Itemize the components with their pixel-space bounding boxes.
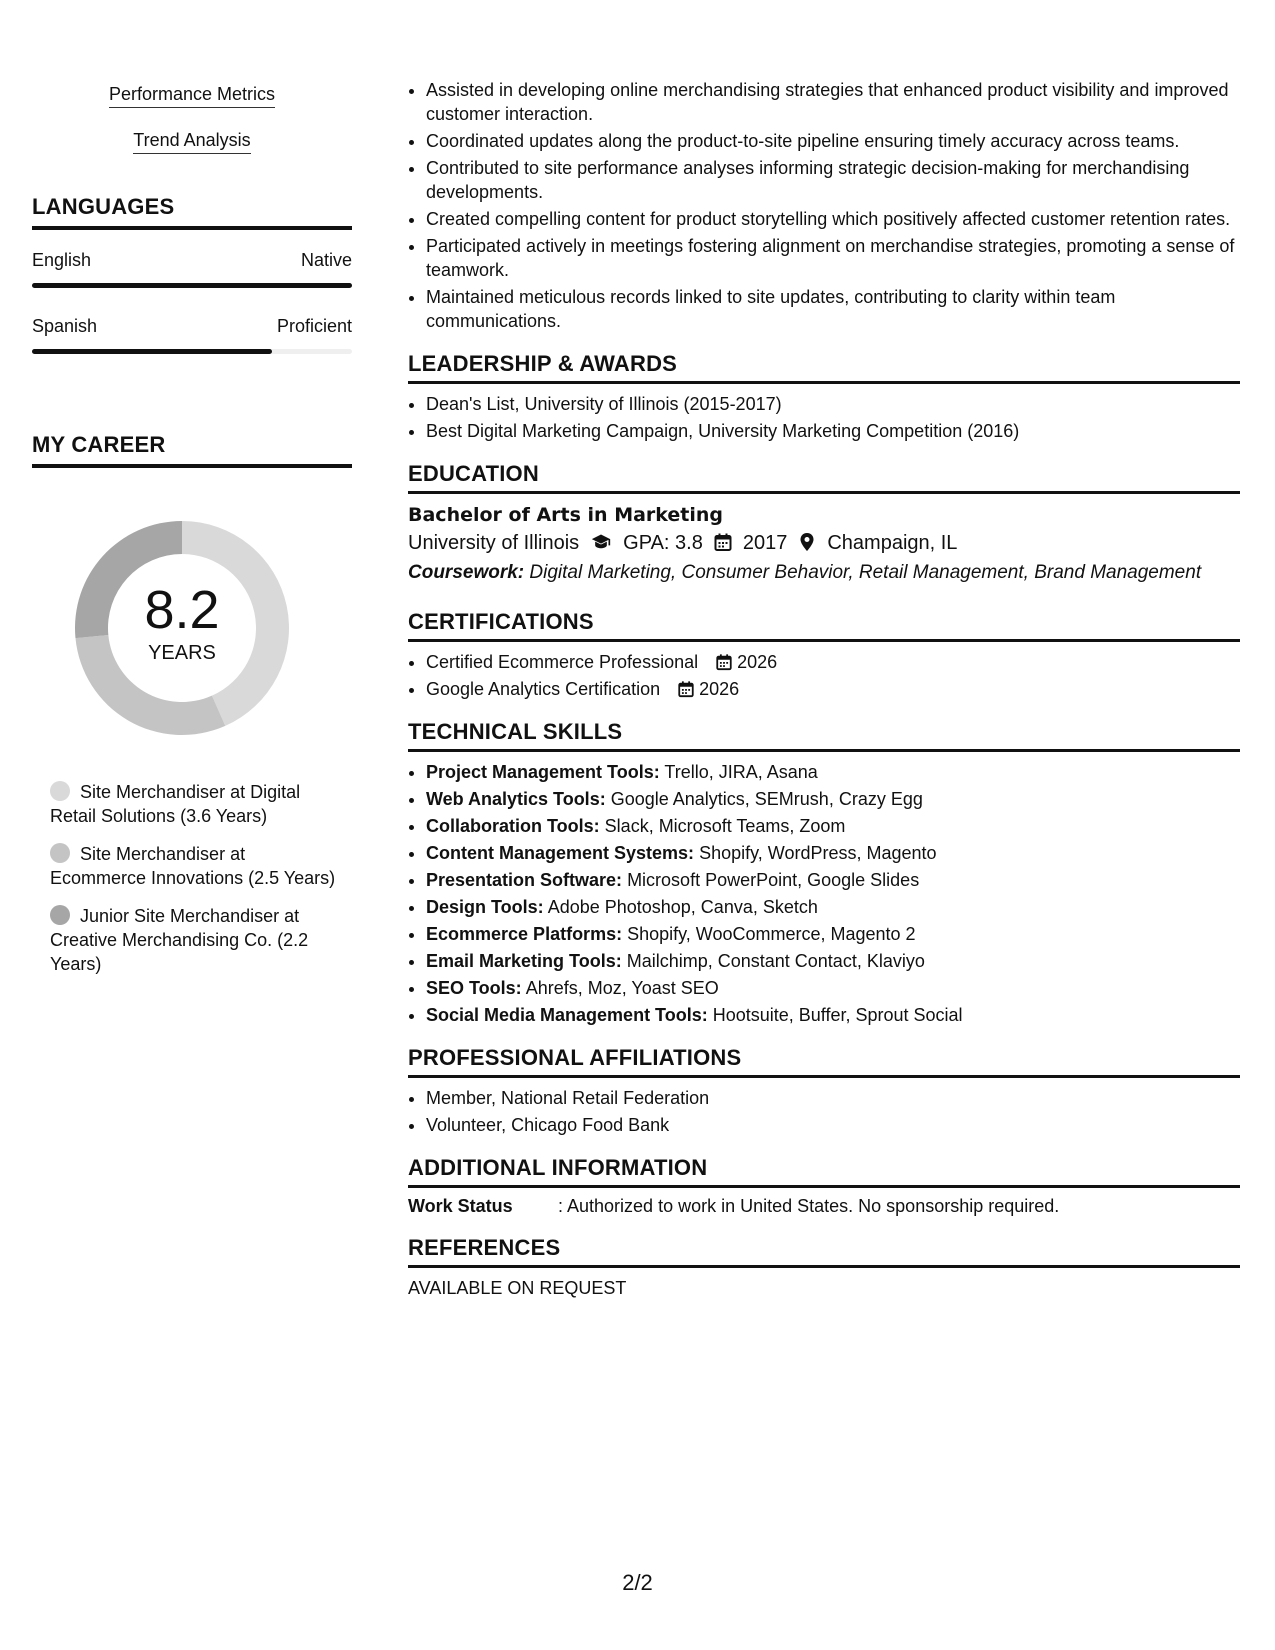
skill-label: Web Analytics Tools: (426, 789, 606, 809)
education-location: Champaign, IL (827, 532, 958, 554)
leadership-item: • Best Digital Marketing Campaign, University Marketing Competition (2016) (426, 419, 1240, 443)
skill-label: SEO Tools: (426, 978, 522, 998)
skill-label: Content Management Systems: (426, 843, 695, 863)
language-level: Proficient (276, 316, 352, 336)
legend-dot (50, 843, 70, 863)
legend-dot (50, 781, 70, 801)
language-proficiency-bar (32, 283, 352, 288)
career-legend (50, 780, 340, 976)
language-proficiency-bar (32, 349, 352, 354)
leadership-list (408, 392, 1240, 443)
skill-value: Mailchimp, Constant Contact, Klaviyo (626, 951, 925, 971)
languages-heading: LANGUAGES (32, 194, 352, 230)
education-year: 2017 (742, 532, 788, 554)
main-content (408, 78, 1240, 1299)
experience-bullet: • Maintained meticulous records linked to site updates, contributing to clarity within team communications. (426, 285, 1240, 333)
affiliations-list (408, 1086, 1240, 1137)
certification-name: Certified Ecommerce Professional (426, 652, 699, 672)
skill-tag: Trend Analysis (133, 130, 250, 154)
skill-label: Project Management Tools: (426, 762, 660, 782)
affiliations-heading: PROFESSIONAL AFFILIATIONS (408, 1045, 1240, 1078)
references-section (408, 1235, 1240, 1299)
language-proficiency-fill (32, 349, 272, 354)
legend-label: Site Merchandiser at Ecommerce Innovations (2.5 Years) (50, 844, 336, 888)
certification-item (426, 677, 1240, 701)
calendar-icon (715, 650, 733, 674)
skill-label: Collaboration Tools: (426, 816, 600, 836)
certification-name: Google Analytics Certification (426, 679, 661, 699)
map-pin-icon (797, 532, 817, 555)
skill-label: Social Media Management Tools: (426, 1005, 708, 1025)
experience-bullet: • Assisted in developing online merchandising strategies that enhanced product visibility and improved customer interaction. (426, 78, 1240, 126)
career-total-years: 8.2 (144, 580, 220, 640)
skill-value: Trello, JIRA, Asana (664, 762, 818, 782)
career-heading: MY CAREER (32, 432, 352, 468)
skill-item (426, 760, 1240, 784)
graduation-cap-icon (589, 532, 613, 555)
education-degree: Bachelor of Arts in Marketing (408, 504, 724, 526)
skill-item (426, 949, 1240, 973)
experience-bullet: • Contributed to site performance analyses informing strategic decision-making for merchandising developments. (426, 156, 1240, 204)
skill-tag-row (32, 130, 352, 154)
sidebar (32, 84, 352, 990)
affiliations-section (408, 1045, 1240, 1137)
skill-value: Shopify, WordPress, Magento (699, 843, 937, 863)
language-level: Native (300, 250, 352, 270)
certification-year: 2026 (699, 679, 740, 699)
career-section (32, 432, 352, 976)
experience-bullets (408, 78, 1240, 333)
skill-item (426, 841, 1240, 865)
references-text: AVAILABLE ON REQUEST (408, 1278, 627, 1298)
skill-item (426, 1003, 1240, 1027)
references-heading: REFERENCES (408, 1235, 1240, 1268)
technical-skills-section (408, 719, 1240, 1027)
calendar-icon (677, 677, 695, 701)
skill-item (426, 976, 1240, 1000)
education-heading: EDUCATION (408, 461, 1240, 494)
legend-label: Site Merchandiser at Digital Retail Solutions (3.6 Years) (50, 782, 301, 826)
skill-item (426, 814, 1240, 838)
skill-value: Google Analytics, SEMrush, Crazy Egg (610, 789, 923, 809)
certification-item (426, 650, 1240, 674)
language-name: English (32, 250, 92, 270)
skill-label: Email Marketing Tools: (426, 951, 622, 971)
certifications-section (408, 609, 1240, 701)
education-section (408, 461, 1240, 585)
legend-item (50, 780, 340, 828)
calendar-icon (713, 532, 733, 555)
skill-label: Presentation Software: (426, 870, 623, 890)
skill-item (426, 868, 1240, 892)
experience-bullet: • Coordinated updates along the product-to-site pipeline ensuring timely accuracy across teams. (426, 129, 1240, 153)
skill-item (426, 922, 1240, 946)
career-donut-chart (62, 508, 302, 748)
coursework (408, 561, 1240, 585)
leadership-item: • Dean's List, University of Illinois (2015-2017) (426, 392, 1240, 416)
skill-value: Shopify, WooCommerce, Magento 2 (627, 924, 916, 944)
skill-value: Ahrefs, Moz, Yoast SEO (525, 978, 719, 998)
language-proficiency-fill (32, 283, 352, 288)
language-item (32, 316, 352, 354)
skill-tag-row (32, 84, 352, 108)
experience-bullet: • Participated actively in meetings fostering alignment on merchandise strategies, promoting a sense of teamwork. (426, 234, 1240, 282)
language-row (32, 316, 352, 337)
legend-item (50, 842, 340, 890)
work-status-value: : Authorized to work in United States. No sponsorship required. (558, 1196, 1060, 1216)
experience-bullet: • Created compelling content for product storytelling which positively affected customer retention rates. (426, 207, 1240, 231)
work-status-label: Work Status (408, 1196, 513, 1216)
work-status-row (408, 1196, 1240, 1217)
skill-tag: Performance Metrics (109, 84, 275, 108)
donut-center (62, 580, 302, 665)
legend-item (50, 904, 340, 976)
language-item (32, 250, 352, 288)
skill-value: Slack, Microsoft Teams, Zoom (604, 816, 846, 836)
career-total-unit: YEARS (148, 642, 216, 664)
languages-section (32, 194, 352, 354)
language-name: Spanish (32, 316, 98, 336)
education-school: University of Illinois (408, 532, 580, 554)
skill-item (426, 787, 1240, 811)
skill-value: Adobe Photoshop, Canva, Sketch (547, 897, 818, 917)
page-number: 2/2 (622, 1570, 653, 1595)
skill-label: Design Tools: (426, 897, 544, 917)
skill-value: Hootsuite, Buffer, Sprout Social (712, 1005, 963, 1025)
skill-item (426, 895, 1240, 919)
technical-skills-heading: TECHNICAL SKILLS (408, 719, 1240, 752)
technical-skills-list (408, 760, 1240, 1027)
leadership-heading: LEADERSHIP & AWARDS (408, 351, 1240, 384)
certifications-list (408, 650, 1240, 701)
certifications-heading: CERTIFICATIONS (408, 609, 1240, 642)
education-gpa: GPA: 3.8 (623, 532, 703, 554)
affiliation-item: • Volunteer, Chicago Food Bank (426, 1113, 1240, 1137)
affiliation-item: • Member, National Retail Federation (426, 1086, 1240, 1110)
language-row (32, 250, 352, 271)
leadership-section (408, 351, 1240, 443)
legend-dot (50, 905, 70, 925)
coursework-list: Digital Marketing, Consumer Behavior, Retail Management, Brand Management (529, 562, 1202, 583)
education-details (408, 532, 1240, 555)
additional-info-heading: ADDITIONAL INFORMATION (408, 1155, 1240, 1188)
certification-year: 2026 (737, 652, 778, 672)
skill-value: Microsoft PowerPoint, Google Slides (627, 870, 920, 890)
legend-label: Junior Site Merchandiser at Creative Merchandising Co. (2.2 Years) (50, 906, 309, 974)
coursework-label: Coursework: (408, 562, 525, 583)
skill-label: Ecommerce Platforms: (426, 924, 623, 944)
additional-info-section (408, 1155, 1240, 1217)
